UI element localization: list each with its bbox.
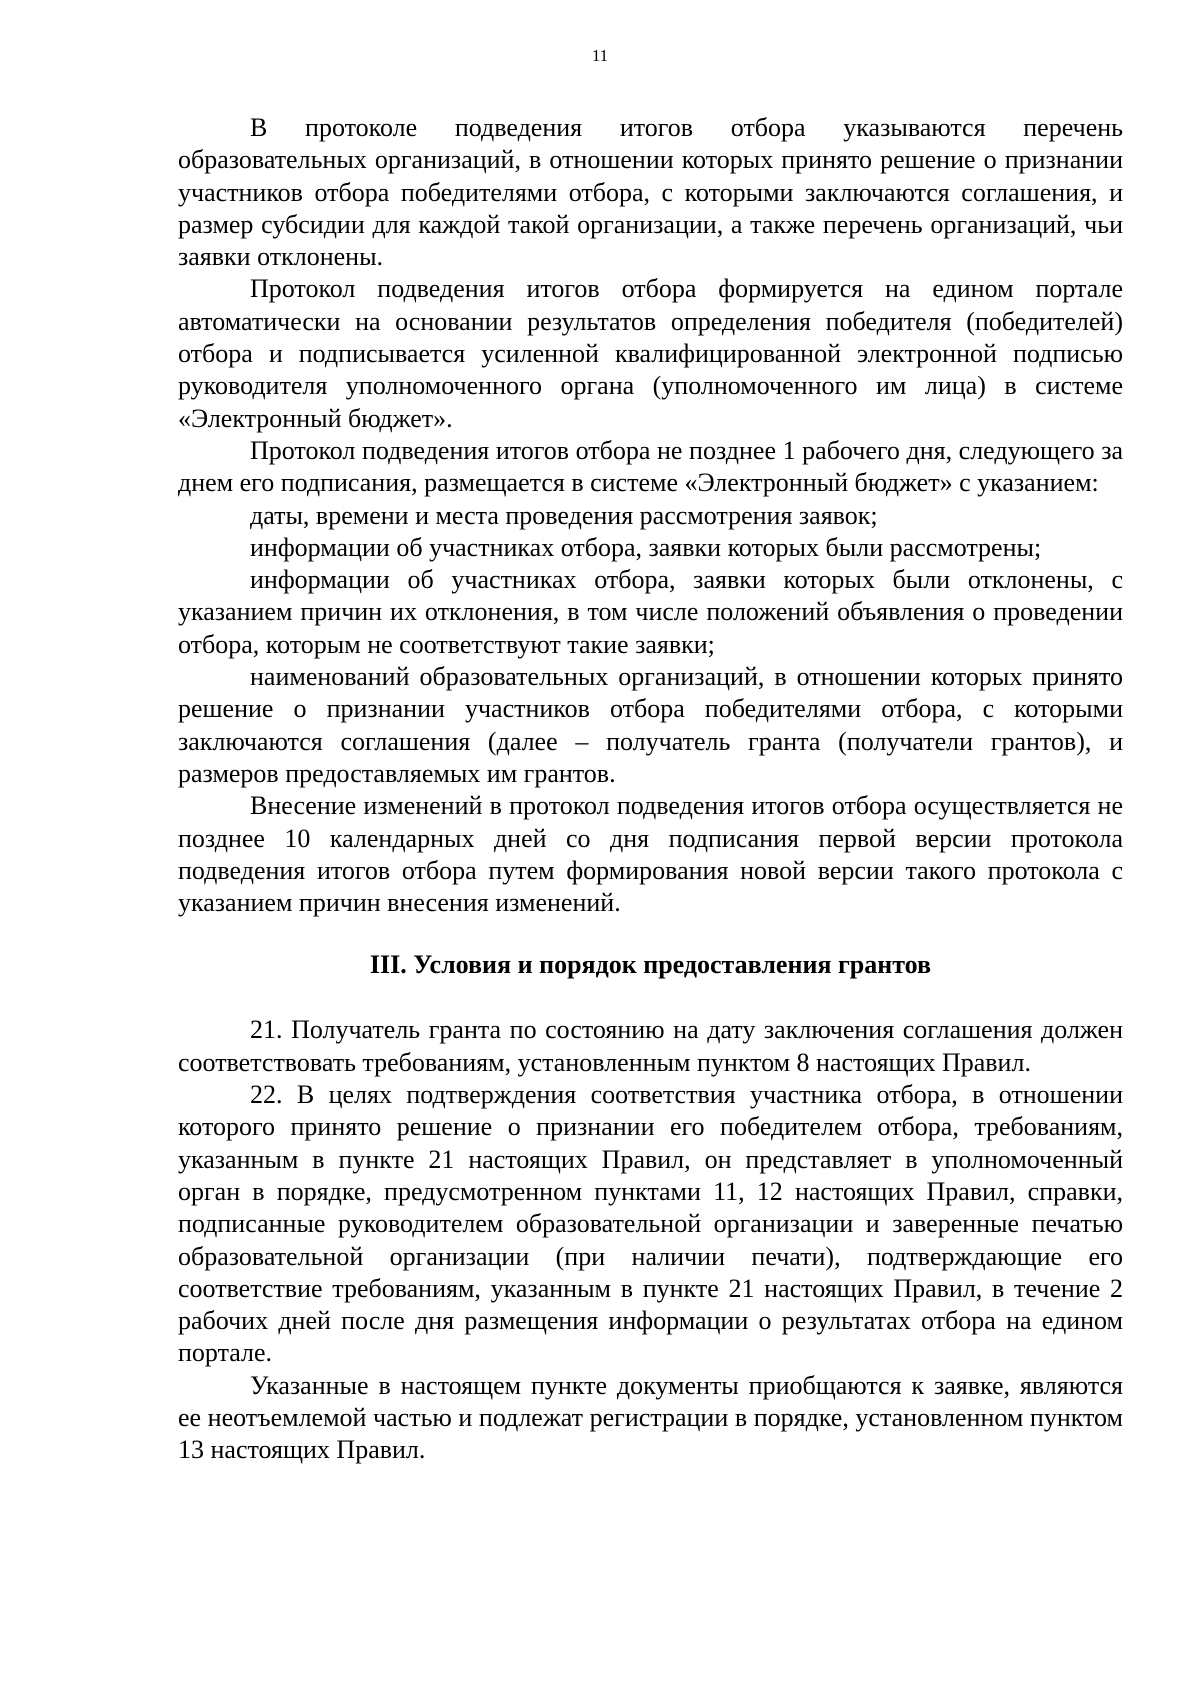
list-item-rejected-participants: информации об участниках отбора, заявки которых были отклонены, с указанием причин их отклонения, в том числе положений объявления о проведении отбора, которым не соответствуют такие заявки; bbox=[178, 565, 1123, 659]
paragraph-clause-21: 21. Получатель гранта по состоянию на дату заключения соглашения должен соответствовать требованиям, установленным пунктом 8 настоящих Правил. bbox=[178, 1015, 1123, 1077]
document-body bbox=[178, 112, 1123, 1467]
paragraph-protocol-publication: Протокол подведения итогов отбора не позднее 1 рабочего дня, следующего за днем его подписания, размещается в системе «Электронный бюджет» с указанием: bbox=[178, 435, 1123, 498]
paragraph-protocol-formation: Протокол подведения итогов отбора формируется на едином портале автоматически на основании результатов определения победителя (победителей) отбора и подписывается усиленной квалифицированной электронной подписью руководителя уполномоченного органа (уполномоченного им лица) в системе «Электронный бюджет». bbox=[178, 274, 1123, 433]
paragraph-protocol-contents: В протоколе подведения итогов отбора указываются перечень образовательных организаций, в отношении которых принято решение о признании участников отбора победителями отбора, с которыми заключаются соглашения, и размер субсидии для каждой такой организации, а также перечень организаций, чьи заявки отклонены. bbox=[178, 113, 1123, 272]
list-item-reviewed-participants: информации об участниках отбора, заявки которых были рассмотрены; bbox=[250, 532, 1042, 562]
paragraph-clause-22-documents: Указанные в настоящем пункте документы приобщаются к заявке, являются ее неотъемлемой частью и подлежат регистрации в порядке, установленном пунктом 13 настоящих Правил. bbox=[178, 1370, 1123, 1465]
section-heading: III. Условия и порядок предоставления грантов bbox=[369, 950, 932, 980]
list-item-dates: даты, времени и места проведения рассмотрения заявок; bbox=[250, 500, 878, 530]
paragraph-clause-22: 22. В целях подтверждения соответствия участника отбора, в отношении которого принято решение о признании его победителем отбора, требованиям, указанным в пункте 21 настоящих Правил, он представляет в уполномоченный орган в порядке, предусмотренном пунктами 11, 12 настоящих Правил, справки, подписанные руководителем образовательной организации и заверенные печатью образовательной организации (при наличии печати), подтверждающие его соответствие требованиям, указанным в пункте 21 настоящих Правил, в течение 2 рабочих дней после дня размещения информации о результатах отбора на едином портале. bbox=[178, 1080, 1123, 1368]
paragraph-protocol-amendments: Внесение изменений в протокол подведения итогов отбора осуществляется не позднее 10 календарных дней со дня подписания первой версии протокола подведения итогов отбора путем формирования новой версии такого протокола с указанием причин внесения изменений. bbox=[178, 791, 1123, 918]
page-number: 11 bbox=[591, 46, 609, 65]
list-item-winner-organizations: наименований образовательных организаций, в отношении которых принято решение о признании участников отбора победителями отбора, с которыми заключаются соглашения (далее – получатель гранта (получатели грантов), и размеров предоставляемых им грантов. bbox=[178, 662, 1123, 788]
